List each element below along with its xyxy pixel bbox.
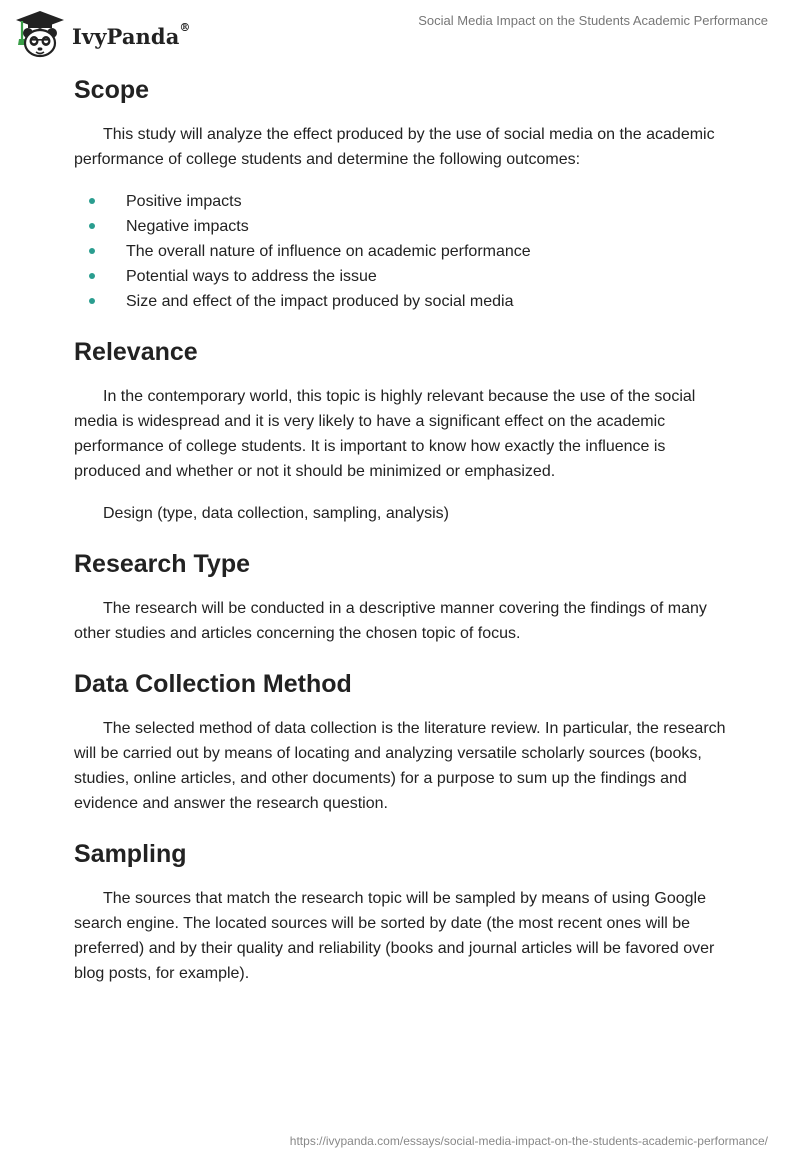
- list-item-text: Size and effect of the impact produced by social media: [126, 293, 514, 310]
- section-relevance: [74, 334, 734, 526]
- list-item-text: Positive impacts: [126, 193, 242, 210]
- heading-research-type: Research Type: [74, 550, 251, 578]
- relevance-paragraph: In the contemporary world, this topic is highly relevant because the use of the social media is widespread and it is very likely to have a significant effect on the academic performance of college students. It is important to know how exactly the influence is produced and whether or not it should be minimized or emphasized.: [74, 388, 696, 480]
- design-note: Design (type, data collection, sampling, analysis): [103, 505, 449, 522]
- bullet-icon: [89, 223, 95, 229]
- research-type-paragraph: The research will be conducted in a descriptive manner covering the findings of many other studies and articles concerning the chosen topic of focus.: [74, 600, 707, 642]
- heading-relevance: Relevance: [74, 338, 198, 366]
- essay-content: [74, 70, 734, 986]
- list-item: [74, 289, 734, 314]
- heading-scope: Scope: [74, 76, 150, 104]
- document-title: Social Media Impact on the Students Academic Performance: [418, 13, 768, 28]
- section-scope: [74, 72, 734, 314]
- heading-data-collection: Data Collection Method: [74, 670, 352, 698]
- data-collection-paragraph: The selected method of data collection is the literature review. In particular, the research will be carried out by means of locating and analyzing versatile scholarly sources (books, studies, online articles, and other documents) for a purpose to sum up the findings and evidence and answer the research question.: [74, 720, 726, 812]
- logo-text: IvyPanda: [72, 23, 180, 49]
- section-research-type: [74, 546, 734, 646]
- page-header: [0, 0, 800, 64]
- sampling-paragraph: The sources that match the research topic will be sampled by means of using Google search engine. The located sources will be sorted by date (the most recent ones will be preferred) and by their quality and reliability (books and journal articles will be favored over blog posts, for example).: [74, 890, 715, 982]
- list-item: [74, 214, 734, 239]
- list-item: [74, 264, 734, 289]
- scope-outcomes-list: [74, 189, 734, 314]
- section-data-collection: [74, 666, 734, 816]
- list-item: [74, 239, 734, 264]
- bullet-icon: [89, 248, 95, 254]
- list-item-text: The overall nature of influence on academic performance: [126, 243, 531, 260]
- source-url-link[interactable]: https://ivypanda.com/essays/social-media-impact-on-the-students-academic-performance/: [289, 1134, 768, 1148]
- list-item-text: Potential ways to address the issue: [126, 268, 377, 285]
- section-sampling: [74, 836, 734, 986]
- bullet-icon: [89, 273, 95, 279]
- bullet-icon: [89, 298, 95, 304]
- list-item: [74, 189, 734, 214]
- panda-graduation-cap-icon: [14, 9, 66, 59]
- ivypanda-logo[interactable]: [14, 9, 191, 59]
- logo-wordmark: [72, 20, 191, 49]
- registered-mark: ®: [179, 20, 191, 34]
- bullet-icon: [89, 198, 95, 204]
- scope-paragraph: This study will analyze the effect produced by the use of social media on the academic performance of college students and determine the following outcomes:: [74, 126, 715, 168]
- heading-sampling: Sampling: [74, 840, 187, 868]
- list-item-text: Negative impacts: [126, 218, 249, 235]
